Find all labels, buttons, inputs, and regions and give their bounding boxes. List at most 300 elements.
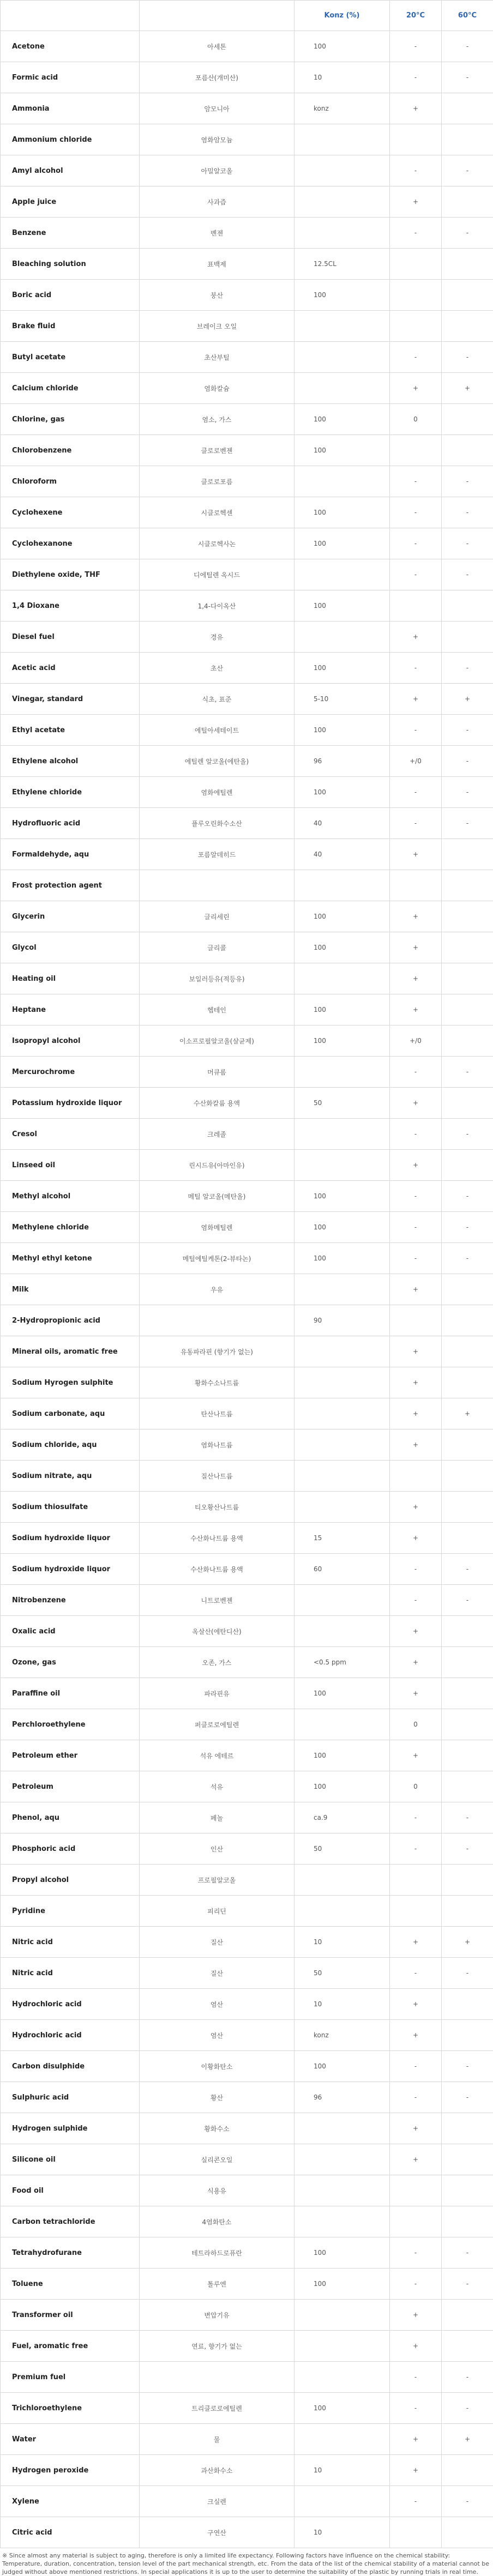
table-row [1,1336,493,1367]
chemical-name-en: Citric acid [1,2517,140,2548]
resistance-20c-cell: - [390,466,442,497]
chemical-name-ko: 헵테인 [140,994,294,1025]
resistance-60c-cell [442,1150,493,1181]
chemical-name-en: Vinegar, standard [1,684,140,715]
table-row [1,2393,493,2424]
concentration-cell: 100 [294,31,390,62]
chemical-name-ko: 벤젠 [140,218,294,249]
chemical-name-en: Methyl alcohol [1,1181,140,1212]
header-20c: 20°C [390,1,442,31]
table-row [1,1833,493,1865]
concentration-cell [294,1865,390,1896]
chemical-name-en: Oxalic acid [1,1616,140,1647]
resistance-20c-cell: - [390,2237,442,2269]
resistance-60c-cell: - [442,342,493,373]
chemical-name-ko: 글리세린 [140,901,294,932]
header-row [1,1,493,31]
chemical-name-en: Formic acid [1,62,140,93]
concentration-cell [294,2144,390,2175]
resistance-20c-cell: + [390,1616,442,1647]
concentration-cell: 10 [294,62,390,93]
concentration-cell: 100 [294,435,390,466]
concentration-cell [294,1274,390,1305]
resistance-20c-cell: + [390,1647,442,1678]
chemical-name-en: Ethylene alcohol [1,746,140,777]
resistance-20c-cell: - [390,1119,442,1150]
header-chemical-ko [140,1,294,31]
resistance-60c-cell: - [442,1181,493,1212]
chemical-name-en: Milk [1,1274,140,1305]
chemical-name-en: Amyl alcohol [1,155,140,186]
resistance-20c-cell: + [390,1989,442,2020]
resistance-20c-cell: - [390,559,442,590]
chemical-name-en: Tetrahydrofurane [1,2237,140,2269]
chemical-name-en: Food oil [1,2175,140,2206]
concentration-cell: 10 [294,1927,390,1958]
resistance-60c-cell: + [442,684,493,715]
concentration-cell: 100 [294,2393,390,2424]
chemical-name-ko: 트리클로로에틸렌 [140,2393,294,2424]
chemical-name-en: Nitric acid [1,1927,140,1958]
resistance-20c-cell: - [390,31,442,62]
chemical-name-ko: 파라핀유 [140,1678,294,1709]
chemical-name-ko: 머큐롬 [140,1057,294,1088]
concentration-cell [294,2424,390,2455]
table-row [1,715,493,746]
resistance-20c-cell: + [390,622,442,653]
chemical-name-en: Xylene [1,2486,140,2517]
concentration-cell [294,870,390,901]
table-row [1,497,493,528]
resistance-60c-cell: - [442,777,493,808]
concentration-cell [294,2331,390,2362]
table-row [1,1554,493,1585]
concentration-cell [294,342,390,373]
resistance-20c-cell: - [390,2362,442,2393]
resistance-60c-cell [442,1492,493,1523]
table-row [1,1025,493,1057]
chemical-name-ko: 염산 [140,2020,294,2051]
chemical-name-en: Heptane [1,994,140,1025]
resistance-60c-cell [442,404,493,435]
chemical-name-en: Silicone oil [1,2144,140,2175]
resistance-20c-cell: + [390,1150,442,1181]
table-row [1,1647,493,1678]
chemical-name-ko: 염화메틸렌 [140,1212,294,1243]
chemical-name-en: Pyridine [1,1896,140,1927]
concentration-cell: 15 [294,1523,390,1554]
resistance-60c-cell [442,1274,493,1305]
resistance-60c-cell: - [442,2486,493,2517]
resistance-60c-cell [442,280,493,311]
chemical-name-ko: 에틸아세테이트 [140,715,294,746]
table-row [1,559,493,590]
concentration-cell [294,559,390,590]
chemical-name-ko: 티오황산나트륨 [140,1492,294,1523]
resistance-20c-cell: + [390,1088,442,1119]
chemical-name-ko: 이황화탄소 [140,2051,294,2082]
chemical-name-en: Methylene chloride [1,1212,140,1243]
chemical-name-en: Potassium hydroxide liquor [1,1088,140,1119]
concentration-cell: 100 [294,653,390,684]
table-row [1,1367,493,1398]
concentration-cell [294,1119,390,1150]
chemical-name-ko: 퍼클로로에틸렌 [140,1709,294,1740]
resistance-20c-cell: + [390,186,442,218]
chemical-name-en: Sodium Hyrogen sulphite [1,1367,140,1398]
chemical-name-en: Ozone, gas [1,1647,140,1678]
table-row [1,2237,493,2269]
resistance-60c-cell [442,901,493,932]
resistance-20c-cell: - [390,1958,442,1989]
chemical-name-ko: 황화수소나트륨 [140,1367,294,1398]
table-row [1,1958,493,1989]
resistance-60c-cell: - [442,746,493,777]
chemical-name-ko: 수산화칼륨 용액 [140,1088,294,1119]
chemical-name-en: Diesel fuel [1,622,140,653]
resistance-60c-cell [442,2020,493,2051]
concentration-cell [294,2300,390,2331]
concentration-cell: 100 [294,528,390,559]
resistance-60c-cell: - [442,497,493,528]
chemical-name-en: Transformer oil [1,2300,140,2331]
concentration-cell: 100 [294,2051,390,2082]
resistance-20c-cell: - [390,1243,442,1274]
chemical-name-en: Mineral oils, aromatic free [1,1336,140,1367]
resistance-20c-cell [390,590,442,622]
concentration-cell: 100 [294,280,390,311]
chemical-name-en: Trichloroethylene [1,2393,140,2424]
table-row [1,404,493,435]
concentration-cell: 100 [294,1025,390,1057]
resistance-20c-cell: + [390,684,442,715]
chemical-name-ko: 석유 [140,1771,294,1802]
chemical-name-en: Propyl alcohol [1,1865,140,1896]
resistance-20c-cell: - [390,62,442,93]
table-row [1,2175,493,2206]
resistance-60c-cell: - [442,1119,493,1150]
chemical-name-ko: 보일러등유(적등유) [140,963,294,994]
table-row [1,1585,493,1616]
resistance-60c-cell [442,1771,493,1802]
chemical-name-en: Sodium nitrate, aqu [1,1461,140,1492]
chemical-name-en: Isopropyl alcohol [1,1025,140,1057]
resistance-60c-cell [442,1709,493,1740]
table-row [1,746,493,777]
chemical-name-en: Glycol [1,932,140,963]
resistance-20c-cell [390,2206,442,2237]
chemical-name-ko: 물 [140,2424,294,2455]
table-row [1,684,493,715]
resistance-60c-cell [442,1025,493,1057]
table-row [1,249,493,280]
resistance-20c-cell: + [390,2424,442,2455]
chemical-name-ko: 수산화나트륨 용액 [140,1554,294,1585]
table-row [1,2020,493,2051]
concentration-cell: 100 [294,932,390,963]
chemical-name-en: Water [1,2424,140,2455]
concentration-cell [294,1429,390,1461]
table-row [1,1429,493,1461]
concentration-cell [294,1398,390,1429]
chemical-name-ko: 유동파라핀 (향기가 없는) [140,1336,294,1367]
resistance-20c-cell: + [390,932,442,963]
table-row [1,1057,493,1088]
resistance-60c-cell: - [442,653,493,684]
resistance-60c-cell: - [442,1833,493,1865]
table-row [1,1802,493,1833]
chemical-name-en: Acetone [1,31,140,62]
chemical-name-en: Acetic acid [1,653,140,684]
concentration-cell: 100 [294,1212,390,1243]
chemical-name-ko: 클로로벤젠 [140,435,294,466]
resistance-20c-cell: - [390,653,442,684]
concentration-cell: 40 [294,839,390,870]
resistance-20c-cell: + [390,963,442,994]
table-row [1,2455,493,2486]
resistance-60c-cell [442,622,493,653]
resistance-20c-cell [390,2517,442,2548]
chemical-name-en: Hydrochloric acid [1,1989,140,2020]
resistance-20c-cell: + [390,1336,442,1367]
concentration-cell: <0.5 ppm [294,1647,390,1678]
chemical-name-ko: 프로필알코올 [140,1865,294,1896]
resistance-60c-cell [442,186,493,218]
chemical-name-en: Sodium carbonate, aqu [1,1398,140,1429]
resistance-20c-cell: + [390,1367,442,1398]
table-row [1,373,493,404]
resistance-20c-cell: - [390,1212,442,1243]
resistance-60c-cell [442,1616,493,1647]
chemical-name-en: Benzene [1,218,140,249]
chemical-name-en: Ethyl acetate [1,715,140,746]
table-row [1,1927,493,1958]
table-row [1,1523,493,1554]
resistance-20c-cell [390,311,442,342]
chemical-name-ko: 염화나트륨 [140,1429,294,1461]
table-row [1,186,493,218]
resistance-60c-cell [442,994,493,1025]
chemical-name-ko: 수산화나트륨 용액 [140,1523,294,1554]
concentration-cell: ca.9 [294,1802,390,1833]
chemical-name-ko: 염소, 가스 [140,404,294,435]
concentration-cell: 100 [294,1771,390,1802]
resistance-60c-cell: + [442,373,493,404]
table-row [1,2269,493,2300]
resistance-60c-cell [442,435,493,466]
chemical-name-ko: 이소프로필알코올(살균제) [140,1025,294,1057]
chemical-name-ko: 황화수소 [140,2113,294,2144]
concentration-cell [294,1461,390,1492]
table-row [1,1398,493,1429]
concentration-cell: 100 [294,1243,390,1274]
concentration-cell: 50 [294,1088,390,1119]
chemical-name-en: Hydrogen sulphide [1,2113,140,2144]
resistance-60c-cell: - [442,218,493,249]
table-row [1,155,493,186]
chemical-name-en: Hydrofluoric acid [1,808,140,839]
chemical-name-ko: 식초, 표준 [140,684,294,715]
chemical-name-ko: 에틸렌 알코올(에탄올) [140,746,294,777]
resistance-20c-cell: + [390,2300,442,2331]
resistance-60c-cell: - [442,2237,493,2269]
chemical-name-en: Phenol, aqu [1,1802,140,1833]
resistance-20c-cell: + [390,2144,442,2175]
resistance-60c-cell [442,2517,493,2548]
table-row [1,1989,493,2020]
chemical-name-en: Sodium thiosulfate [1,1492,140,1523]
resistance-60c-cell [442,93,493,124]
chemical-name-ko: 톨루엔 [140,2269,294,2300]
concentration-cell [294,1150,390,1181]
table-row [1,1740,493,1771]
chemical-name-ko: 사과즙 [140,186,294,218]
resistance-20c-cell: - [390,497,442,528]
table-row [1,2206,493,2237]
resistance-20c-cell [390,870,442,901]
resistance-60c-cell [442,1740,493,1771]
chemical-name-ko: 시클로헥사논 [140,528,294,559]
table-row [1,1616,493,1647]
table-row [1,1181,493,1212]
resistance-60c-cell [442,1336,493,1367]
concentration-cell: 50 [294,1833,390,1865]
chemical-name-en: Hydrochloric acid [1,2020,140,2051]
table-row [1,280,493,311]
chemical-name-en: Chlorine, gas [1,404,140,435]
resistance-60c-cell [442,1429,493,1461]
chemical-name-ko: 글리콜 [140,932,294,963]
chemical-name-ko: 과산화수소 [140,2455,294,2486]
table-row [1,1771,493,1802]
chemical-name-ko: 테트라하드로퓨란 [140,2237,294,2269]
concentration-cell: 5-10 [294,684,390,715]
resistance-20c-cell: 0 [390,1771,442,1802]
table-body [1,31,493,2548]
resistance-20c-cell: - [390,1833,442,1865]
footnote: ※ Since almost any material is subject to aging, therefore is only a limited life expectancy. Following factors have influence on the chemical stability: Temperature, duration, concentration, tension level of the part mechanical strength, etc. From the data of the list of the chemical stability of a material cannot be judged without above mentioned restrictions. In special applications it is up to the user to determine the suitability of the plastic by running trials in real time. [0,2548,493,2576]
chemical-name-en: Carbon disulphide [1,2051,140,2082]
resistance-20c-cell: - [390,2082,442,2113]
concentration-cell: 100 [294,2237,390,2269]
concentration-cell: 90 [294,1305,390,1336]
concentration-cell: 100 [294,1181,390,1212]
chemical-name-en: Cresol [1,1119,140,1150]
chemical-name-ko: 옥살산(에탄디산) [140,1616,294,1647]
table-row [1,218,493,249]
resistance-20c-cell [390,249,442,280]
resistance-20c-cell: + [390,1492,442,1523]
table-row [1,2517,493,2548]
table-row [1,1678,493,1709]
header-60c: 60°C [442,1,493,31]
resistance-20c-cell: - [390,808,442,839]
chemical-name-ko: 인산 [140,1833,294,1865]
concentration-cell [294,2486,390,2517]
concentration-cell [294,218,390,249]
table-row [1,777,493,808]
table-row [1,31,493,62]
chemical-name-ko: 염화에틸렌 [140,777,294,808]
resistance-20c-cell: + [390,839,442,870]
resistance-20c-cell: + [390,1398,442,1429]
table-row [1,1212,493,1243]
concentration-cell: konz [294,2020,390,2051]
resistance-20c-cell: + [390,1429,442,1461]
resistance-60c-cell [442,1896,493,1927]
concentration-cell: 10 [294,2517,390,2548]
concentration-cell: 96 [294,746,390,777]
resistance-60c-cell [442,2144,493,2175]
chemical-name-en: Chloroform [1,466,140,497]
resistance-60c-cell [442,124,493,155]
resistance-60c-cell: - [442,155,493,186]
chemical-name-ko: 메틸 알코올(메탄올) [140,1181,294,1212]
resistance-60c-cell [442,2300,493,2331]
chemical-name-ko: 변압기유 [140,2300,294,2331]
chemical-name-en: Phosphoric acid [1,1833,140,1865]
chemical-name-en: Premium fuel [1,2362,140,2393]
resistance-20c-cell: - [390,1181,442,1212]
resistance-60c-cell [442,2206,493,2237]
resistance-20c-cell: + [390,2113,442,2144]
resistance-20c-cell: +/0 [390,1025,442,1057]
chemical-name-en: Paraffine oil [1,1678,140,1709]
chemical-name-ko: 초산부틸 [140,342,294,373]
resistance-60c-cell: - [442,1958,493,1989]
resistance-60c-cell: - [442,715,493,746]
table-row [1,808,493,839]
table-row [1,124,493,155]
chemical-name-ko: 포름산(개미산) [140,62,294,93]
resistance-20c-cell: - [390,1585,442,1616]
chemical-name-ko: 메틸에틸케톤(2-뷰타논) [140,1243,294,1274]
concentration-cell: 100 [294,994,390,1025]
chemical-name-ko: 질산 [140,1927,294,1958]
resistance-60c-cell: - [442,2393,493,2424]
chemical-name-ko [140,2362,294,2393]
table-row [1,2331,493,2362]
chemical-name-en: Nitrobenzene [1,1585,140,1616]
table-row [1,435,493,466]
chemical-name-ko: 페놀 [140,1802,294,1833]
concentration-cell [294,1492,390,1523]
resistance-60c-cell: + [442,1398,493,1429]
chemical-name-ko: 염화암모늄 [140,124,294,155]
table-row [1,2082,493,2113]
chemical-name-ko: 크실렌 [140,2486,294,2517]
resistance-60c-cell [442,2331,493,2362]
resistance-20c-cell: - [390,2393,442,2424]
resistance-60c-cell [442,1367,493,1398]
chemical-name-ko: 우유 [140,1274,294,1305]
resistance-20c-cell [390,435,442,466]
chemical-name-ko: 탄산나트륨 [140,1398,294,1429]
resistance-60c-cell [442,870,493,901]
resistance-60c-cell [442,249,493,280]
resistance-60c-cell [442,311,493,342]
concentration-cell [294,373,390,404]
concentration-cell [294,1367,390,1398]
concentration-cell [294,2175,390,2206]
resistance-60c-cell: - [442,1243,493,1274]
resistance-60c-cell [442,1678,493,1709]
resistance-20c-cell [390,1461,442,1492]
resistance-60c-cell [442,932,493,963]
chemical-name-en: Glycerin [1,901,140,932]
chemical-name-en: Petroleum ether [1,1740,140,1771]
concentration-cell [294,186,390,218]
